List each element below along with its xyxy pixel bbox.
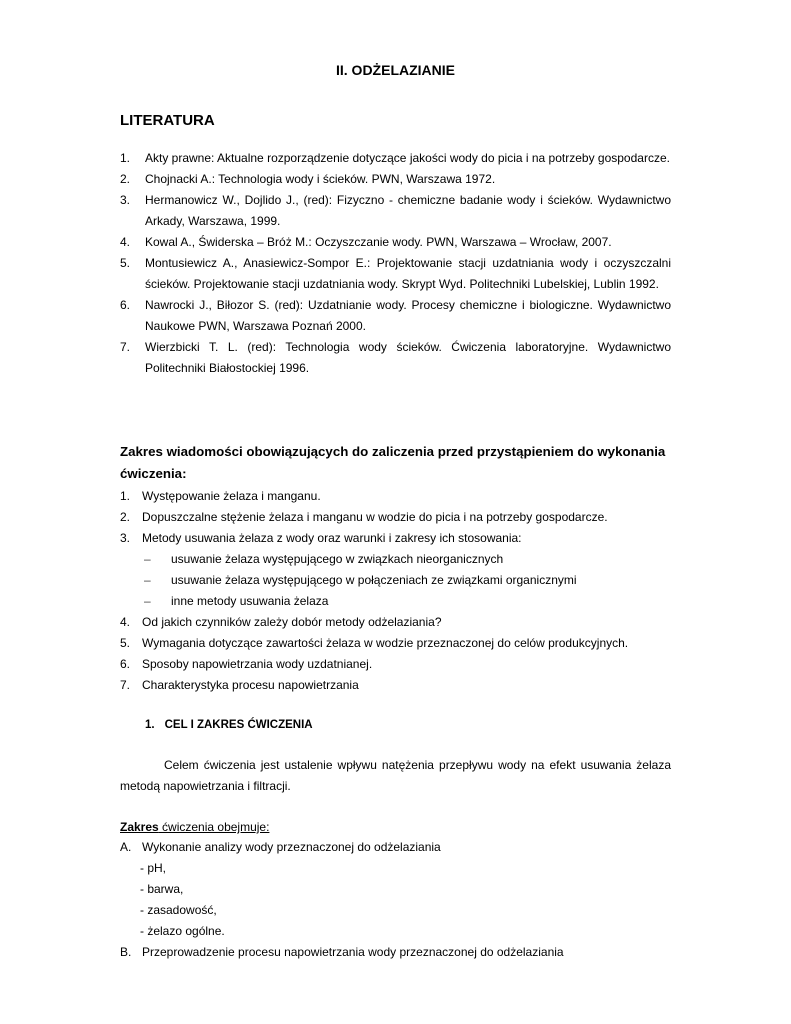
scope-item (120, 837, 671, 858)
requirement-subitem-text: inne metody usuwania żelaza (171, 594, 329, 608)
scope-item-letter: B. (120, 945, 132, 959)
requirement-text: Od jakich czynników zależy dobór metody odżelaziania? (142, 615, 442, 629)
requirements-list (120, 486, 671, 696)
literature-item-text: Nawrocki J., Biłozor S. (red): Uzdatnianie wody. Procesy chemiczne i biologiczne. Wydawnictwo Naukowe PWN, Warszawa Poznań 2000. (145, 298, 671, 333)
literature-item (120, 337, 671, 379)
requirement-number: 5. (120, 636, 131, 650)
requirement-number: 3. (120, 531, 131, 545)
dash-bullet: – (144, 594, 151, 608)
scope-label-bold: Zakres (120, 820, 159, 834)
literature-item-text: Wierzbicki T. L. (red): Technologia wody ścieków. Ćwiczenia laboratoryjne. Wydawnictwo Politechniki Białostockiej 1996. (145, 340, 671, 375)
literature-item-number: 5. (120, 256, 131, 270)
literature-item (120, 169, 671, 190)
requirement-number: 2. (120, 510, 131, 524)
section-number: 1. (145, 719, 155, 731)
parameter-item: - barwa, (140, 882, 184, 896)
requirement-text: Występowanie żelaza i manganu. (142, 489, 321, 503)
page-title: II. ODŻELAZIANIE (336, 62, 455, 78)
requirement-item (120, 612, 671, 633)
literature-item (120, 253, 671, 295)
parameter-item: - żelazo ogólne. (140, 924, 225, 938)
requirement-number: 1. (120, 489, 131, 503)
literature-item-text: Kowal A., Świderska – Bróż M.: Oczyszczanie wody. PWN, Warszawa – Wrocław, 2007. (145, 235, 612, 249)
goal-paragraph: Celem ćwiczenia jest ustalenie wpływu natężenia przepływu wody na efekt usuwania żelaza metodą napowietrzania i filtracji. (120, 758, 671, 793)
requirements-heading: Zakres wiadomości obowiązujących do zaliczenia przed przystąpieniem do wykonania ćwiczenia: (120, 444, 666, 481)
requirement-item (120, 654, 671, 675)
literature-list (120, 148, 671, 379)
requirement-subitem (120, 549, 671, 570)
requirement-item (120, 675, 671, 696)
requirement-item (120, 507, 671, 528)
literature-item (120, 295, 671, 337)
requirement-number: 6. (120, 657, 131, 671)
requirement-subitem-text: usuwanie żelaza występującego w związkach nieorganicznych (171, 552, 504, 566)
literature-item-text: Hermanowicz W., Dojlido J., (red): Fizyczno - chemiczne badanie wody i ścieków. Wydawnictwo Arkady, Warszawa, 1999. (145, 193, 671, 228)
requirement-item (120, 633, 671, 654)
requirement-text: Wymagania dotyczące zawartości żelaza w wodzie przeznaczonej do celów produkcyjnych. (142, 636, 629, 650)
scope-item-text: Wykonanie analizy wody przeznaczonej do odżelaziania (142, 840, 441, 854)
requirement-number: 7. (120, 678, 131, 692)
literature-item-number: 2. (120, 172, 131, 186)
literature-item-number: 6. (120, 298, 131, 312)
scope-item (120, 942, 671, 963)
literature-item (120, 148, 671, 169)
section-heading (145, 719, 323, 731)
scope-list (120, 837, 671, 963)
requirement-text: Metody usuwania żelaza z wody oraz warunki i zakresy ich stosowania: (142, 531, 522, 545)
section-title: CEL I ZAKRES ĆWICZENIA (164, 719, 313, 731)
scope-label-rest: ćwiczenia obejmuje: (158, 820, 270, 834)
requirement-item (120, 486, 671, 507)
scope-label (120, 820, 269, 834)
requirement-text: Sposoby napowietrzania wody uzdatnianej. (142, 657, 373, 671)
requirement-subitem (120, 591, 671, 612)
requirement-item (120, 528, 671, 549)
literature-item-number: 4. (120, 235, 131, 249)
literature-item (120, 190, 671, 232)
dash-bullet: – (144, 573, 151, 587)
dash-bullet: – (144, 552, 151, 566)
scope-item-text: Przeprowadzenie procesu napowietrzania wody przeznaczonej do odżelaziania (142, 945, 564, 959)
requirement-text: Charakterystyka procesu napowietrzania (142, 678, 359, 692)
requirement-subitem-text: usuwanie żelaza występującego w połączeniach ze związkami organicznymi (171, 573, 577, 587)
literature-item-number: 7. (120, 340, 131, 354)
literature-item (120, 232, 671, 253)
requirement-subitem (120, 570, 671, 591)
scope-item-letter: A. (120, 840, 132, 854)
parameter-item: - pH, (140, 861, 167, 875)
literature-item-text: Montusiewicz A., Anasiewicz-Sompor E.: Projektowanie stacji uzdatniania wody i oczyszczalni ścieków. Projektowanie stacji uzdatniania wody. Skrypt Wyd. Politechniki Lubelskiej, Lublin 1992. (145, 256, 671, 291)
requirement-number: 4. (120, 615, 131, 629)
literature-item-text: Akty prawne: Aktualne rozporządzenie dotyczące jakości wody do picia i na potrzeby gospodarcze. (145, 151, 670, 165)
literature-item-number: 3. (120, 193, 131, 207)
literature-heading: LITERATURA (120, 112, 215, 129)
literature-item-text: Chojnacki A.: Technologia wody i ścieków. PWN, Warszawa 1972. (145, 172, 496, 186)
requirement-text: Dopuszczalne stężenie żelaza i manganu w wodzie do picia i na potrzeby gospodarcze. (142, 510, 608, 524)
parameter-item: - zasadowość, (140, 903, 217, 917)
literature-item-number: 1. (120, 151, 131, 165)
